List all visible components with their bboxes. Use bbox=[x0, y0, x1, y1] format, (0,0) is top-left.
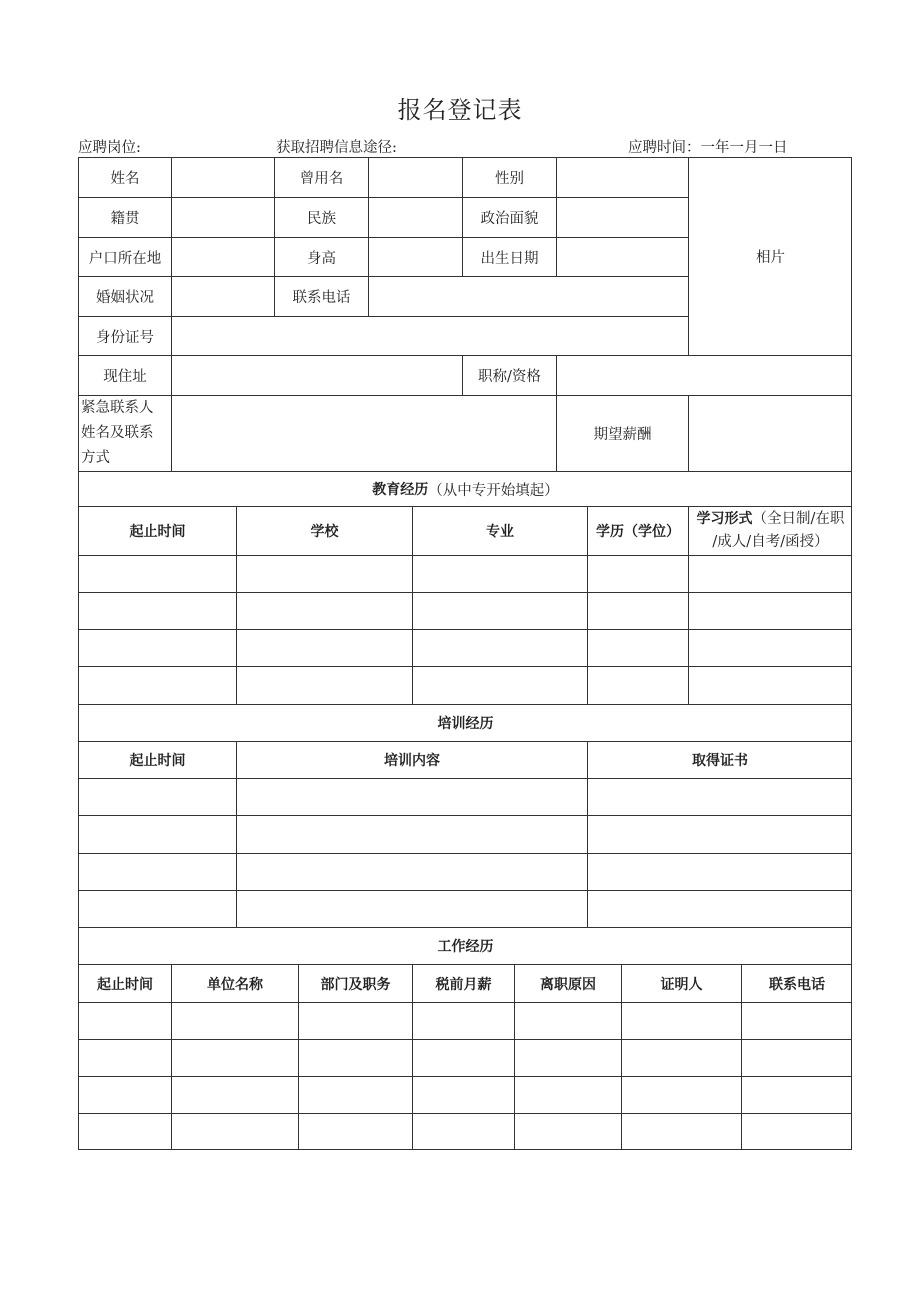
table-right-border bbox=[851, 157, 852, 1150]
work-row-1-salary[interactable] bbox=[412, 1002, 514, 1039]
study-form-options-1: （全日制/在职 bbox=[752, 511, 845, 527]
training-row-2-content[interactable] bbox=[236, 815, 587, 853]
work-row-4-phone[interactable] bbox=[741, 1113, 852, 1150]
edu-row-4-school[interactable] bbox=[236, 666, 412, 704]
phone-label: 联系电话 bbox=[274, 276, 368, 316]
education-section-header bbox=[78, 471, 852, 506]
edu-row-2-degree[interactable] bbox=[587, 592, 688, 629]
training-row-2-period[interactable] bbox=[78, 815, 236, 853]
training-row-4-period[interactable] bbox=[78, 890, 236, 927]
edu-header-school: 学校 bbox=[236, 506, 412, 555]
hukou-label: 户口所在地 bbox=[78, 237, 171, 276]
height-field[interactable] bbox=[368, 237, 462, 276]
birth-date-field[interactable] bbox=[556, 237, 688, 276]
edu-row-3-school[interactable] bbox=[236, 629, 412, 666]
work-row-2-reference[interactable] bbox=[621, 1039, 741, 1076]
work-header-reference: 证明人 bbox=[621, 964, 741, 1002]
table-bottom-border bbox=[78, 1149, 852, 1150]
edu-row-2-period[interactable] bbox=[78, 592, 236, 629]
education-section-note: （从中专开始填起） bbox=[428, 482, 559, 499]
gender-label: 性别 bbox=[462, 157, 556, 197]
emergency-contact-label bbox=[78, 395, 171, 471]
training-row-1-period[interactable] bbox=[78, 778, 236, 815]
work-row-2-salary[interactable] bbox=[412, 1039, 514, 1076]
work-header-leave-reason: 离职原因 bbox=[514, 964, 621, 1002]
edu-row-3-study-form[interactable] bbox=[688, 629, 852, 666]
work-row-4-employer[interactable] bbox=[171, 1113, 298, 1150]
edu-header-period: 起止时间 bbox=[78, 506, 236, 555]
work-row-4-reference[interactable] bbox=[621, 1113, 741, 1150]
title-qualification-field[interactable] bbox=[556, 355, 852, 395]
edu-row-1-school[interactable] bbox=[236, 555, 412, 592]
work-row-1-period[interactable] bbox=[78, 1002, 171, 1039]
work-row-1-reference[interactable] bbox=[621, 1002, 741, 1039]
training-row-1-certificate[interactable] bbox=[587, 778, 852, 815]
edu-row-1-study-form[interactable] bbox=[688, 555, 852, 592]
photo-box[interactable]: 相片 bbox=[688, 157, 852, 355]
work-row-3-leave-reason[interactable] bbox=[514, 1076, 621, 1113]
ethnicity-label: 民族 bbox=[274, 197, 368, 237]
marital-status-label: 婚姻状况 bbox=[78, 276, 171, 316]
ethnicity-field[interactable] bbox=[368, 197, 462, 237]
work-section-title: 工作经历 bbox=[78, 927, 852, 964]
work-row-1-employer[interactable] bbox=[171, 1002, 298, 1039]
edu-row-3-period[interactable] bbox=[78, 629, 236, 666]
work-row-3-phone[interactable] bbox=[741, 1076, 852, 1113]
edu-row-3-major[interactable] bbox=[412, 629, 587, 666]
training-header-certificate: 取得证书 bbox=[587, 741, 852, 778]
training-row-1-content[interactable] bbox=[236, 778, 587, 815]
edu-row-1-degree[interactable] bbox=[587, 555, 688, 592]
work-header-department: 部门及职务 bbox=[298, 964, 412, 1002]
work-row-3-period[interactable] bbox=[78, 1076, 171, 1113]
application-date-label: 应聘时间：一年一月一日 bbox=[628, 140, 788, 156]
training-header-content: 培训内容 bbox=[236, 741, 587, 778]
edu-row-2-major[interactable] bbox=[412, 592, 587, 629]
work-row-3-employer[interactable] bbox=[171, 1076, 298, 1113]
address-label: 现住址 bbox=[78, 355, 171, 395]
training-row-3-period[interactable] bbox=[78, 853, 236, 890]
work-row-3-department[interactable] bbox=[298, 1076, 412, 1113]
education-section-title: 教育经历 bbox=[372, 482, 429, 498]
work-row-1-department[interactable] bbox=[298, 1002, 412, 1039]
work-row-4-department[interactable] bbox=[298, 1113, 412, 1150]
height-label: 身高 bbox=[274, 237, 368, 276]
edu-row-2-school[interactable] bbox=[236, 592, 412, 629]
marital-status-field[interactable] bbox=[171, 276, 274, 316]
emergency-contact-line-3: 方式 bbox=[81, 450, 110, 466]
phone-field[interactable] bbox=[368, 276, 688, 316]
applied-position-label: 应聘岗位: bbox=[78, 140, 141, 156]
info-source-label: 获取招聘信息途径: bbox=[276, 140, 397, 156]
edu-header-degree: 学历（学位） bbox=[587, 506, 688, 555]
work-header-phone: 联系电话 bbox=[741, 964, 852, 1002]
edu-row-3-degree[interactable] bbox=[587, 629, 688, 666]
name-label: 姓名 bbox=[78, 157, 171, 197]
edu-row-4-major[interactable] bbox=[412, 666, 587, 704]
training-row-4-certificate[interactable] bbox=[587, 890, 852, 927]
edu-row-1-major[interactable] bbox=[412, 555, 587, 592]
edu-header-study-form bbox=[688, 506, 852, 555]
emergency-contact-field[interactable] bbox=[171, 395, 556, 471]
work-header-salary: 税前月薪 bbox=[412, 964, 514, 1002]
work-row-1-leave-reason[interactable] bbox=[514, 1002, 621, 1039]
political-status-label: 政治面貌 bbox=[462, 197, 556, 237]
work-row-1-phone[interactable] bbox=[741, 1002, 852, 1039]
expected-salary-field[interactable] bbox=[688, 395, 852, 471]
work-row-4-salary[interactable] bbox=[412, 1113, 514, 1150]
title-qualification-label: 职称/资格 bbox=[462, 355, 556, 395]
expected-salary-label: 期望薪酬 bbox=[556, 395, 688, 471]
gender-field[interactable] bbox=[556, 157, 688, 197]
former-name-field[interactable] bbox=[368, 157, 462, 197]
edu-row-4-study-form[interactable] bbox=[688, 666, 852, 704]
work-row-2-employer[interactable] bbox=[171, 1039, 298, 1076]
training-row-2-certificate[interactable] bbox=[587, 815, 852, 853]
form-title: 报名登记表 bbox=[397, 96, 523, 124]
id-number-label: 身份证号 bbox=[78, 316, 171, 355]
id-number-field[interactable] bbox=[171, 316, 688, 355]
edu-row-4-period[interactable] bbox=[78, 666, 236, 704]
native-place-field[interactable] bbox=[171, 197, 274, 237]
edu-row-1-period[interactable] bbox=[78, 555, 236, 592]
edu-header-major: 专业 bbox=[412, 506, 587, 555]
work-header-employer: 单位名称 bbox=[171, 964, 298, 1002]
training-row-4-content[interactable] bbox=[236, 890, 587, 927]
training-row-3-certificate[interactable] bbox=[587, 853, 852, 890]
work-row-2-period[interactable] bbox=[78, 1039, 171, 1076]
name-field[interactable] bbox=[171, 157, 274, 197]
training-row-3-content[interactable] bbox=[236, 853, 587, 890]
edu-row-4-degree[interactable] bbox=[587, 666, 688, 704]
work-row-2-phone[interactable] bbox=[741, 1039, 852, 1076]
address-field[interactable] bbox=[171, 355, 462, 395]
native-place-label: 籍贯 bbox=[78, 197, 171, 237]
work-row-2-department[interactable] bbox=[298, 1039, 412, 1076]
work-row-3-reference[interactable] bbox=[621, 1076, 741, 1113]
work-header-period: 起止时间 bbox=[78, 964, 171, 1002]
training-header-period: 起止时间 bbox=[78, 741, 236, 778]
edu-row-2-study-form[interactable] bbox=[688, 592, 852, 629]
birth-date-label: 出生日期 bbox=[462, 237, 556, 276]
emergency-contact-line-1: 紧急联系人 bbox=[81, 400, 154, 416]
former-name-label: 曾用名 bbox=[274, 157, 368, 197]
training-section-title: 培训经历 bbox=[78, 704, 852, 741]
study-form-label: 学习形式 bbox=[696, 511, 753, 527]
work-row-3-salary[interactable] bbox=[412, 1076, 514, 1113]
emergency-contact-line-2: 姓名及联系 bbox=[81, 425, 154, 441]
study-form-options-2: /成人/自考/函授） bbox=[712, 534, 829, 550]
work-row-4-period[interactable] bbox=[78, 1113, 171, 1150]
political-status-field[interactable] bbox=[556, 197, 688, 237]
hukou-field[interactable] bbox=[171, 237, 274, 276]
work-row-2-leave-reason[interactable] bbox=[514, 1039, 621, 1076]
work-row-4-leave-reason[interactable] bbox=[514, 1113, 621, 1150]
